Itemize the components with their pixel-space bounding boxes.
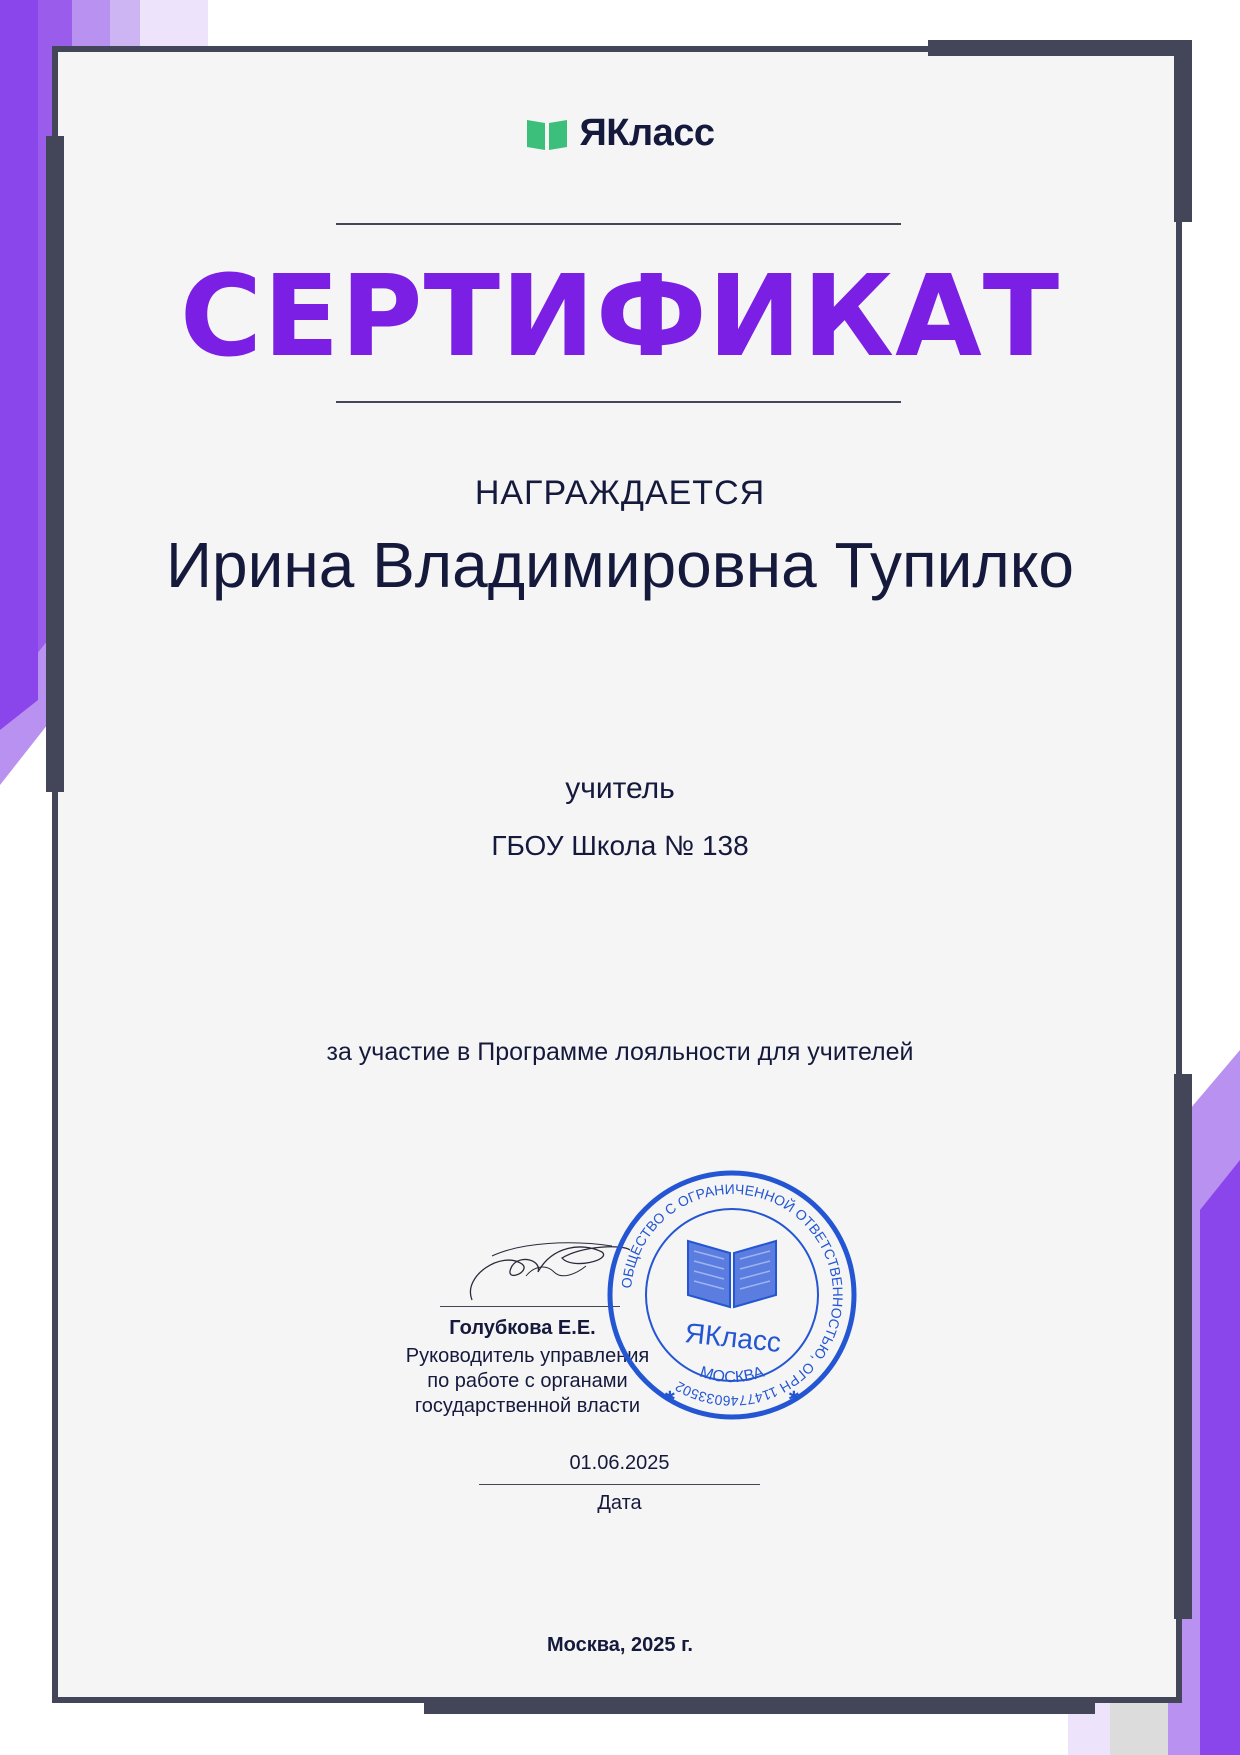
company-stamp [604,1167,860,1423]
stamp-ring-text: ОБЩЕСТВО С ОГРАНИЧЕННОЙ ОТВЕТСТВЕННОСТЬЮ, ОГРН 1147746033502 [618,1180,847,1410]
frame-accent-top-right [928,40,1190,56]
stamp-book-icon [688,1241,776,1307]
brand-name: ЯКласс [579,112,715,154]
brand-logo [0,112,1240,155]
award-reason: за участие в Программе лояльности для учителей [326,1038,914,1066]
svg-text:МОСКВА [698,1364,767,1387]
frame-accent-right-bottom [1174,1074,1192,1619]
title-rule-bottom [336,401,901,403]
open-book-icon [525,117,569,151]
title-rule-top [336,223,901,225]
frame-accent-left [46,136,64,792]
recipient-name: Ирина Владимировна Тупилко [166,529,1074,601]
date-label: Дата [597,1492,642,1514]
date-line [479,1484,760,1485]
stamp-brand: ЯКласс [683,1317,783,1359]
recipient-role: учитель [565,772,675,805]
place-and-year: Москва, 2025 г. [547,1634,693,1656]
signature-line [440,1306,620,1307]
certificate-title: СЕРТИФИКАТ [179,252,1061,382]
stamp-city: МОСКВА [697,1363,767,1387]
date-value: 01.06.2025 [569,1452,670,1474]
signer-title-line: государственной власти [414,1395,641,1417]
signer-title-line: по работе с органами [427,1370,628,1392]
svg-text:✱: ✱ [788,1388,800,1404]
svg-text:✱: ✱ [664,1388,676,1404]
recipient-organization: ГБОУ Школа № 138 [491,830,749,861]
signer-title-line: Руководитель управления [405,1345,650,1367]
frame-accent-bottom [424,1698,1095,1714]
awarded-label: НАГРАЖДАЕТСЯ [474,474,766,512]
signer-name: Голубкова Е.Е. [449,1317,596,1339]
